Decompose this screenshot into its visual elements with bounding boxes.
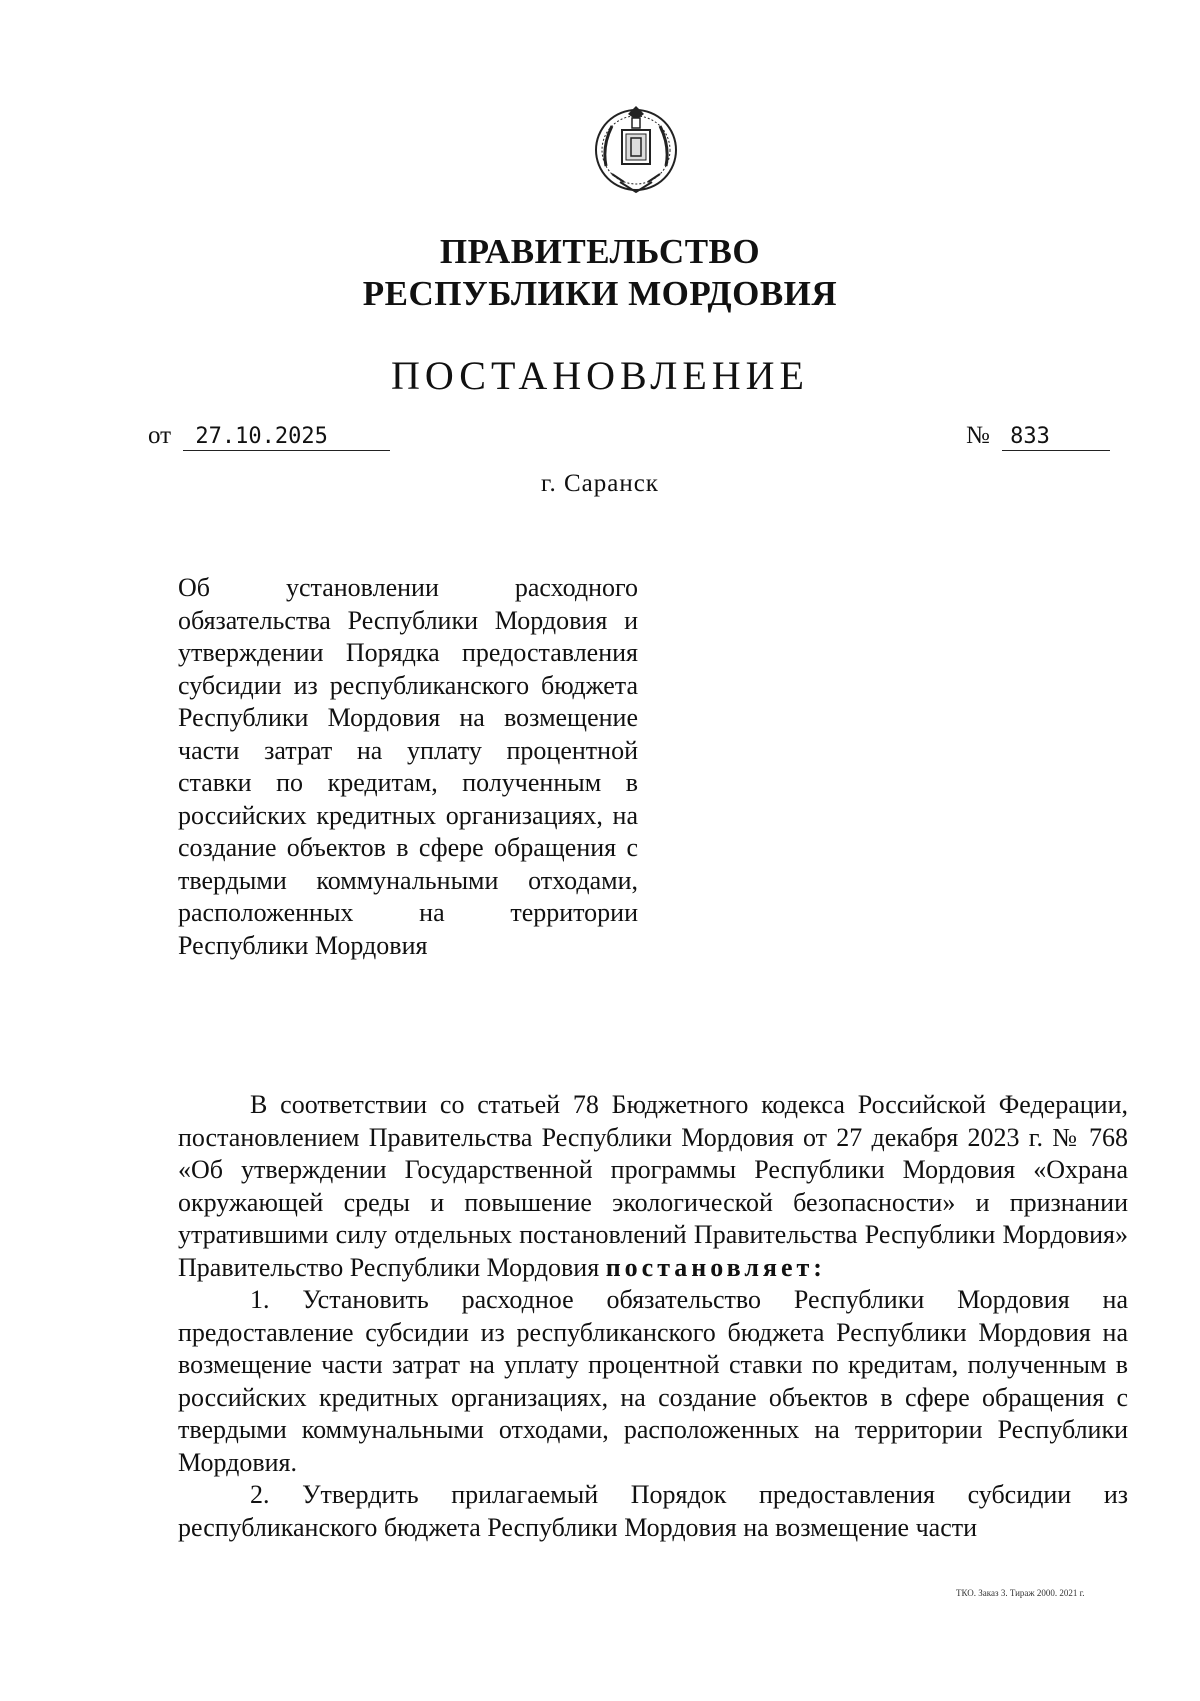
number-line xyxy=(966,422,1110,451)
org-name-line2: РЕСПУБЛИКИ МОРДОВИЯ xyxy=(362,274,838,313)
date-prefix: от xyxy=(148,422,172,449)
document-number: 833 xyxy=(1002,424,1110,451)
document-subject: Об установлении расходного обязательства Республики Мордовия и утверждении Порядка предоставления субсидии из республиканского бюджета Республики Мордовия на возмещение части затрат на уплату процентной ставки по кредитам, полученным в российских кредитных организациях, на создание объектов в сфере обращения с твердыми коммунальными отходами, расположенных на территории Республики Мордовия xyxy=(178,573,638,960)
item-2-paragraph: 2. Утвердить прилагаемый Порядок предоставления субсидии из республиканского бюджета Республики Мордовия на возмещение части xyxy=(178,1480,1128,1542)
resolves-keyword: постановляет: xyxy=(605,1252,826,1282)
preamble-paragraph xyxy=(178,1089,1128,1284)
item-1-paragraph: 1. Установить расходное обязательство Республики Мордовия на предоставление субсидии из республиканского бюджета Республики Мордовия на возмещение части затрат на уплату процентной ставки по кредитам, полученным в российских кредитных организациях, на создание объектов в сфере обращения с твердыми коммунальными отходами, расположенных на территории Республики Мордовия. xyxy=(178,1285,1128,1477)
coat-of-arms-emblem xyxy=(584,96,688,200)
date-line xyxy=(148,422,390,451)
org-name-line1: ПРАВИТЕЛЬСТВО xyxy=(439,232,761,271)
document-type-title: ПОСТАНОВЛЕНИЕ xyxy=(391,353,809,398)
city-name: г. Саранск xyxy=(541,470,659,497)
print-footer-note: ТКО. Заказ 3. Тираж 2000. 2021 г. xyxy=(956,1588,1085,1598)
document-date: 27.10.2025 xyxy=(183,424,390,451)
preamble-text: В соответствии со статьей 78 Бюджетного кодекса Российской Федерации, постановлением Правительства Республики Мордовия от 27 декабря 2023 г. № 768 «Об утверждении Государственной программы Республики Мордовия «Охрана окружающей среды и повышение экологической безопасности» и признании утратившими силу отдельных постановлений Правительства Республики Мордовия» Правительство Республики Мордовия xyxy=(178,1090,1128,1282)
document-body xyxy=(178,1089,1128,1544)
number-prefix: № xyxy=(966,422,990,449)
